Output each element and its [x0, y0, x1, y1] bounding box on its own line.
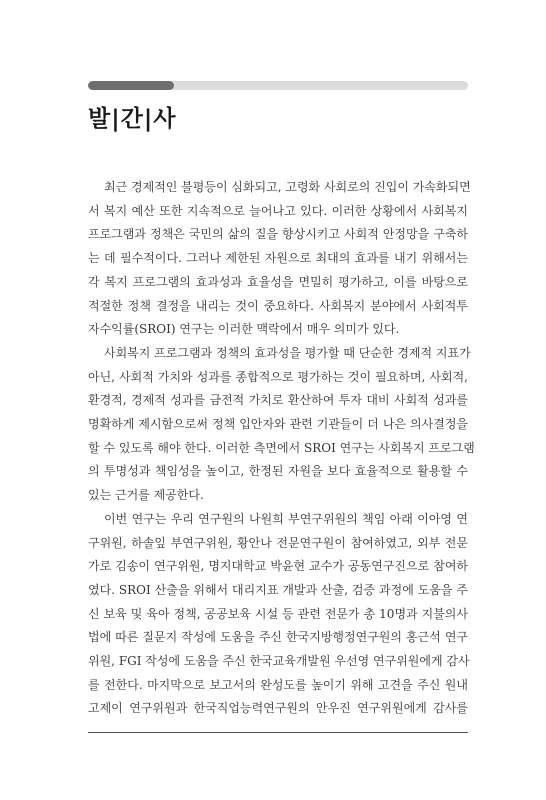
text-line: 의 투명성과 책임성을 높이고, 한정된 자원을 보다 효율적으로 활용할 수 [88, 464, 468, 479]
text-line: 사회복지 프로그램과 정책의 효과성을 평가할 때 단순한 경제적 지표가 [104, 345, 471, 360]
header-rule [88, 81, 468, 90]
text-line: 신 보육 및 육아 정책, 공공보육 시설 등 관련 전문가 총 10명과 지불의사 [88, 606, 468, 621]
text-line: 아닌, 사회적 가치와 성과를 종합적으로 평가하는 것이 필요하며, 사회적, [88, 369, 468, 384]
text-line: 였다. SROI 산출을 위해서 대리지표 개발과 산출, 검증 과정에 도움을 주 [88, 582, 468, 597]
header-rule-accent [88, 81, 174, 90]
text-line: 프로그램과 정책은 국민의 삶의 질을 향상시키고 사회적 안정망을 구축하 [88, 227, 468, 242]
text-line: 는 데 필수적이다. 그러나 제한된 자원으로 최대의 효과를 내기 위해서는 [88, 251, 468, 266]
text-line: 이번 연구는 우리 연구원의 나원희 부연구위원의 책임 아래 이아영 연 [104, 511, 468, 526]
text-line: 를 전한다. 마지막으로 보고서의 완성도를 높이기 위해 고견을 주신 원내 [88, 677, 468, 692]
text-line: 위원, FGI 작성에 도움을 주신 한국교육개발원 우선영 연구위원에게 감사 [88, 654, 470, 669]
text-line: 각 복지 프로그램의 효과성과 효율성을 면밀히 평가하고, 이를 바탕으로 [88, 274, 468, 289]
text-line: 자수익률(SROI) 연구는 이러한 맥락에서 매우 의미가 있다. [88, 322, 400, 337]
footer-rule [88, 732, 468, 733]
text-line: 구위원, 하솔잎 부연구위원, 황안나 전문연구원이 참여하였고, 외부 전문 [88, 535, 468, 550]
page-title: 발|간|사 [88, 106, 177, 132]
text-line: 적절한 정책 결정을 내리는 것이 중요하다. 사회복지 분야에서 사회적투 [88, 298, 468, 313]
text-line: 서 복지 예산 또한 지속적으로 늘어나고 있다. 이러한 상황에서 사회복지 [88, 203, 468, 218]
text-line: 명확하게 제시함으로써 정책 입안자와 관련 기관들이 더 나은 의사결정을 [88, 417, 468, 432]
text-line: 있는 근거를 제공한다. [88, 488, 204, 503]
text-line: 법에 따른 질문지 작성에 도움을 주신 한국지방행정연구원의 홍근석 연구 [88, 630, 468, 645]
text-line: 고제이 연구위원과 한국직업능력연구원의 안우진 연구위원에게 감사를 [88, 701, 468, 716]
text-line: 할 수 있도록 해야 한다. 이러한 측면에서 SROI 연구는 사회복지 프로그램 [88, 440, 475, 455]
text-line: 환경적, 경제적 성과를 금전적 가치로 환산하여 투자 대비 사회적 성과를 [88, 393, 468, 408]
text-line: 가로 김송이 연구위원, 명지대학교 박윤현 교수가 공동연구진으로 참여하 [88, 559, 468, 574]
body-text [88, 176, 475, 721]
text-line: 최근 경제적인 불평등이 심화되고, 고령화 사회로의 진입이 가속화되면 [104, 180, 471, 194]
